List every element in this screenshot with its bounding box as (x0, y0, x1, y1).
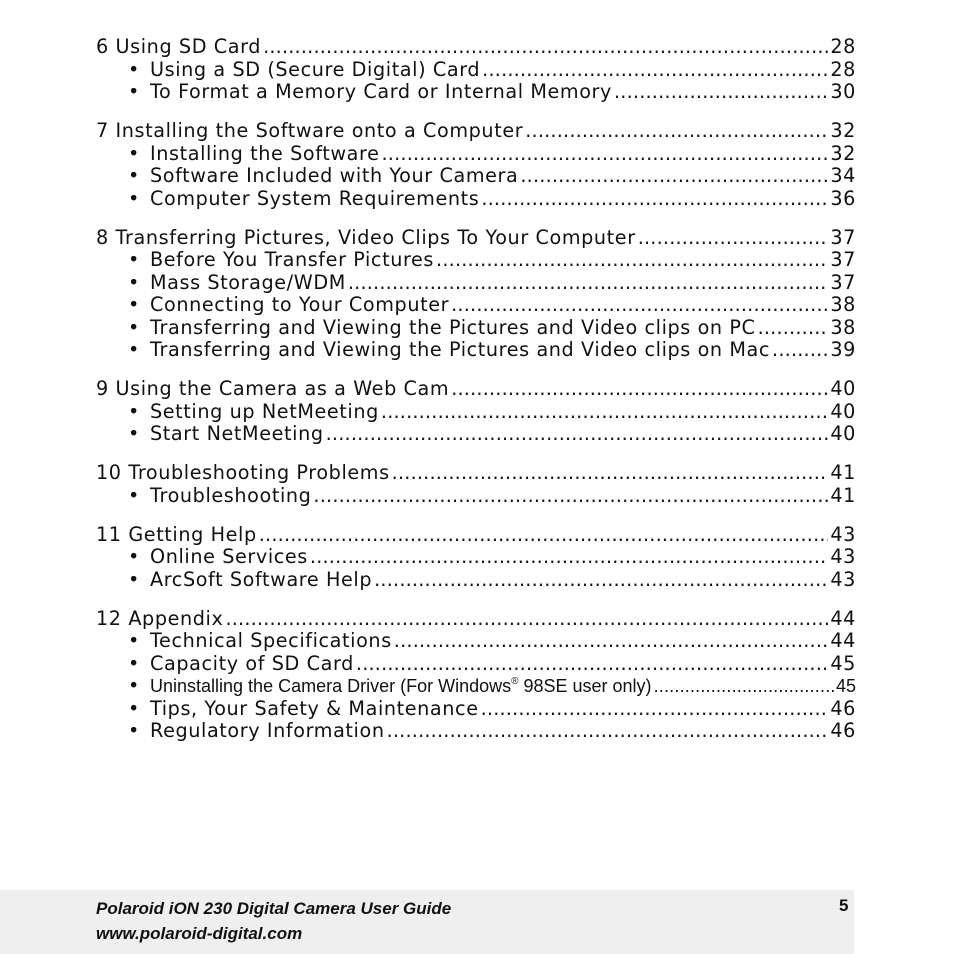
bullet-icon: • (128, 315, 140, 339)
toc-section (96, 378, 856, 446)
toc-page-number: 38 (830, 293, 856, 316)
toc-page-number: 44 (830, 606, 856, 630)
toc-item-text: Regulatory Information (150, 719, 385, 742)
toc-item-text: Installing the Software (150, 141, 380, 165)
bullet-icon: • (128, 674, 140, 697)
bullet-icon: • (128, 248, 140, 271)
toc-page-number: 43 (830, 545, 856, 568)
toc-page-number: 30 (830, 80, 856, 103)
table-of-contents (96, 36, 856, 759)
toc-section (96, 36, 856, 104)
toc-item-entry[interactable] (96, 401, 856, 424)
toc-item-entry[interactable] (96, 653, 856, 676)
toc-item-text: Before You Transfer Pictures (150, 248, 435, 271)
toc-item-text: Transferring and Viewing the Pictures and Video clips on PC (150, 315, 756, 339)
toc-page-number: 34 (830, 164, 856, 187)
bullet-icon: • (128, 567, 140, 591)
leader-dots (381, 401, 828, 424)
page-number: 5 (839, 896, 849, 915)
bullet-icon: • (128, 164, 140, 187)
toc-item-entry[interactable] (96, 546, 856, 569)
leader-dots (225, 608, 828, 631)
leader-dots (758, 317, 829, 340)
bullet-icon: • (128, 651, 140, 675)
toc-item-text: Computer System Requirements (150, 186, 480, 210)
toc-heading-text: 10 Troubleshooting Problems (96, 461, 390, 484)
leader-dots (436, 249, 828, 272)
toc-item-text: Capacity of SD Card (150, 651, 354, 675)
toc-item-entry[interactable] (96, 165, 856, 188)
toc-item-entry[interactable] (96, 630, 856, 653)
toc-page-number: 38 (830, 315, 856, 339)
toc-item-entry[interactable] (96, 485, 856, 508)
leader-dots (356, 653, 828, 676)
toc-item-text: Start NetMeeting (150, 422, 324, 445)
toc-item-text: Setting up NetMeeting (150, 399, 379, 423)
toc-item-text: Technical Specifications (150, 629, 392, 652)
toc-page-number: 32 (830, 119, 856, 142)
toc-page-number: 41 (830, 483, 856, 507)
leader-dots (394, 630, 829, 653)
toc-item-text: Mass Storage/WDM (150, 270, 346, 294)
leader-dots (348, 272, 829, 295)
toc-page-number: 40 (830, 422, 856, 445)
toc-page-number: 37 (830, 270, 856, 294)
bullet-icon: • (128, 696, 140, 720)
page-footer (0, 890, 954, 954)
toc-page-number: 43 (830, 567, 856, 591)
leader-dots (525, 120, 828, 143)
toc-page-number: 45 (830, 651, 856, 675)
leader-dots (382, 143, 829, 166)
toc-page-number: 46 (830, 719, 856, 742)
toc-item-entry[interactable] (96, 720, 856, 743)
toc-section (96, 462, 856, 507)
toc-item-entry[interactable] (96, 81, 856, 104)
leader-dots (481, 188, 828, 211)
toc-section (96, 120, 856, 210)
bullet-icon: • (128, 270, 140, 294)
toc-item-entry[interactable] (96, 272, 856, 295)
toc-item-text: Connecting to Your Computer (150, 293, 450, 316)
toc-item-entry[interactable] (96, 339, 856, 362)
toc-page-number: 36 (830, 186, 856, 210)
toc-item-text: Online Services (150, 545, 308, 568)
footer-strip (854, 890, 954, 954)
bullet-icon: • (128, 141, 140, 165)
leader-dots (387, 720, 829, 743)
toc-item-text: Tips, Your Safety & Maintenance (150, 696, 479, 720)
bullet-icon: • (128, 483, 140, 507)
toc-heading-text: 11 Getting Help (96, 522, 257, 546)
leader-dots (614, 81, 828, 104)
toc-page-number: 43 (830, 522, 856, 546)
toc-item-entry[interactable] (96, 143, 856, 166)
leader-dots (654, 675, 834, 698)
bullet-icon: • (128, 293, 140, 316)
toc-item-entry[interactable] (96, 317, 856, 340)
toc-item-entry[interactable] (96, 249, 856, 272)
toc-heading-entry[interactable] (96, 608, 856, 631)
toc-section (96, 608, 856, 743)
toc-heading-entry[interactable] (96, 524, 856, 547)
toc-page-number: 46 (830, 696, 856, 720)
bullet-icon: • (128, 719, 140, 742)
leader-dots (392, 462, 829, 485)
toc-page-number: 45 (835, 676, 856, 696)
toc-heading-text: 9 Using the Camera as a Web Cam (96, 377, 450, 400)
leader-dots (772, 339, 828, 362)
bullet-icon: • (128, 80, 140, 103)
toc-page-number: 28 (830, 57, 856, 81)
toc-item-entry[interactable] (96, 59, 856, 82)
leader-dots (451, 294, 828, 317)
toc-item-text: Troubleshooting (150, 483, 312, 507)
leader-dots (259, 524, 829, 547)
leader-dots (482, 59, 828, 82)
leader-dots (310, 546, 828, 569)
toc-page-number: 41 (830, 461, 856, 484)
toc-item-entry[interactable] (96, 423, 856, 446)
toc-section (96, 524, 856, 592)
toc-item-text: Software Included with Your Camera (150, 164, 519, 187)
toc-item-entry[interactable] (96, 569, 856, 592)
bullet-icon: • (128, 186, 140, 210)
toc-page-number: 40 (830, 399, 856, 423)
toc-heading-entry[interactable] (96, 462, 856, 485)
toc-item-text: ArcSoft Software Help (150, 567, 373, 591)
toc-heading-entry[interactable] (96, 36, 856, 59)
toc-heading-text: 8 Transferring Pictures, Video Clips To Your Computer (96, 225, 636, 249)
bullet-icon: • (128, 399, 140, 423)
toc-item-text: To Format a Memory Card or Internal Memory (150, 80, 612, 103)
toc-item-entry[interactable] (96, 294, 856, 317)
toc-heading-text: 12 Appendix (96, 606, 224, 630)
toc-item-text: Transferring and Viewing the Pictures and Video clips on Mac (150, 338, 771, 361)
leader-dots (520, 165, 828, 188)
toc-page-number: 40 (830, 377, 856, 400)
toc-item-entry[interactable] (96, 698, 856, 721)
toc-item-entry[interactable] (96, 188, 856, 211)
bullet-icon: • (128, 629, 140, 652)
toc-item-entry[interactable] (96, 675, 856, 698)
registered-mark: ® (511, 676, 519, 687)
leader-dots (451, 378, 828, 401)
bullet-icon: • (128, 57, 140, 81)
toc-heading-text: 6 Using SD Card (96, 35, 262, 58)
toc-page-number: 28 (830, 35, 856, 58)
toc-page-number: 44 (830, 629, 856, 652)
bullet-icon: • (128, 338, 140, 361)
leader-dots (326, 423, 829, 446)
leader-dots (263, 36, 828, 59)
leader-dots (481, 698, 829, 721)
leader-dots (638, 227, 829, 250)
toc-page-number: 32 (830, 141, 856, 165)
toc-heading-text: 7 Installing the Software onto a Computer (96, 119, 524, 142)
toc-item-text: Using a SD (Secure Digital) Card (150, 57, 481, 81)
footer-url: www.polaroid-digital.com (96, 924, 303, 943)
bullet-icon: • (128, 422, 140, 445)
toc-heading-entry[interactable] (96, 227, 856, 250)
toc-heading-entry[interactable] (96, 120, 856, 143)
bullet-icon: • (128, 545, 140, 568)
toc-item-text: Uninstalling the Camera Driver (For Windows® 98SE user only) (150, 676, 652, 696)
leader-dots (374, 569, 828, 592)
toc-heading-entry[interactable] (96, 378, 856, 401)
leader-dots (313, 485, 828, 508)
toc-page-number: 37 (830, 225, 856, 249)
toc-page-number: 37 (830, 248, 856, 271)
footer-guide-title: Polaroid iON 230 Digital Camera User Guide (96, 899, 452, 918)
toc-section (96, 227, 856, 362)
toc-page-number: 39 (830, 338, 856, 361)
